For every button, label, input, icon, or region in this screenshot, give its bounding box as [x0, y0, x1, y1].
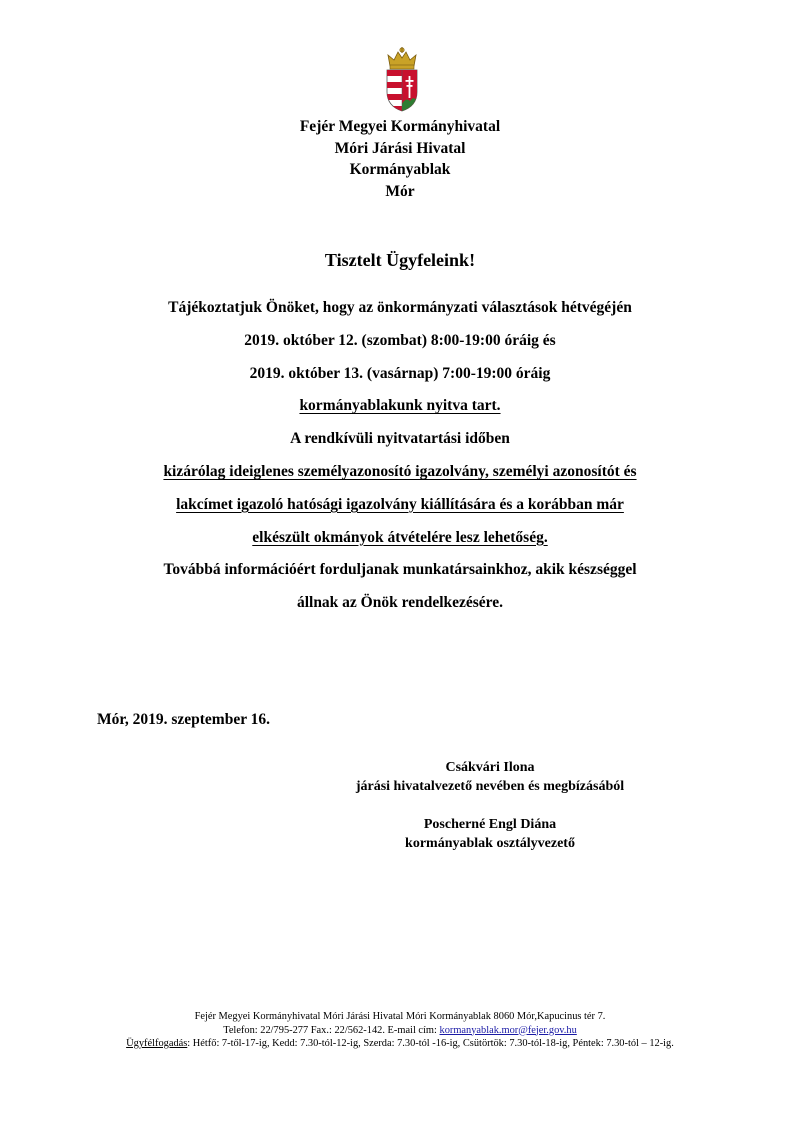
services-line-1: kizárólag ideiglenes személyazonosító igazolvány, személyi azonosítót és [163, 462, 637, 480]
services-line-3: elkészült okmányok átvételére lesz lehetőség. [252, 528, 548, 546]
hours-text: : Hétfő: 7-től-17-ig, Kedd: 7.30-tól-12-ig, Szerda: 7.30-tól -16-ig, Csütörtök: 7.30-tól-18-ig, Péntek: 7.30-tól – 12-ig. [187, 1038, 674, 1049]
header-line-2: Móri Járási Hivatal [334, 139, 466, 157]
open-notice: kormányablakunk nyitva tart. [299, 397, 501, 415]
greeting: Tisztelt Ügyfeleink! [324, 250, 476, 270]
body-line-9: Továbbá információért forduljanak munkatársainkhoz, akik készséggel [163, 561, 637, 579]
footer-hours [80, 1037, 720, 1051]
notice-body [0, 296, 800, 624]
office-header [0, 116, 800, 202]
body-line-1: Tájékoztatjuk Önöket, hogy az önkormányzati választások hétvégéjén [168, 299, 632, 316]
signer-title-1: járási hivatalvezető nevében és megbízásából [355, 779, 625, 794]
hungarian-coat-of-arms-icon [382, 46, 422, 112]
footer-phone: Telefon: 22/795-277 Fax.: 22/562-142. E-mail cím: [223, 1024, 440, 1036]
hours-label: Ügyfélfogadás [126, 1038, 188, 1049]
header-line-1: Fejér Megyei Kormányhivatal [299, 118, 501, 135]
body-line-2: 2019. október 12. (szombat) 8:00-19:00 óráig és [244, 331, 556, 349]
signature-block-2 [290, 815, 690, 853]
header-line-4: Mór [385, 182, 415, 200]
body-line-3: 2019. október 13. (vasárnap) 7:00-19:00 óráig [249, 364, 551, 382]
body-line-6 [0, 460, 800, 493]
services-line-2: lakcímet igazoló hatósági igazolvány kiállítására és a korábban már [176, 495, 624, 513]
signer-name-2: Poscherné Engl Diána [423, 817, 557, 832]
document-date: Mór, 2019. szeptember 16. [97, 711, 271, 728]
signer-name-1: Csákvári Ilona [445, 760, 535, 775]
signer-title-2: kormányablak osztályvezető [405, 836, 575, 851]
signature-block-1 [290, 758, 690, 796]
footer-contact [80, 1024, 720, 1038]
footer-address: Fejér Megyei Kormányhivatal Móri Járási Hivatal Móri Kormányablak 8060 Mór,Kapucinus tér 7. [194, 1011, 606, 1022]
page-footer [80, 1010, 720, 1051]
body-line-8 [0, 526, 800, 559]
email-link[interactable]: kormanyablak.mor@fejer.gov.hu [439, 1024, 577, 1036]
body-line-10: állnak az Önök rendelkezésére. [296, 594, 504, 612]
header-line-3: Kormányablak [349, 161, 451, 178]
body-line-4 [0, 394, 800, 427]
body-line-5: A rendkívüli nyitvatartási időben [290, 430, 510, 448]
body-line-7 [0, 493, 800, 526]
